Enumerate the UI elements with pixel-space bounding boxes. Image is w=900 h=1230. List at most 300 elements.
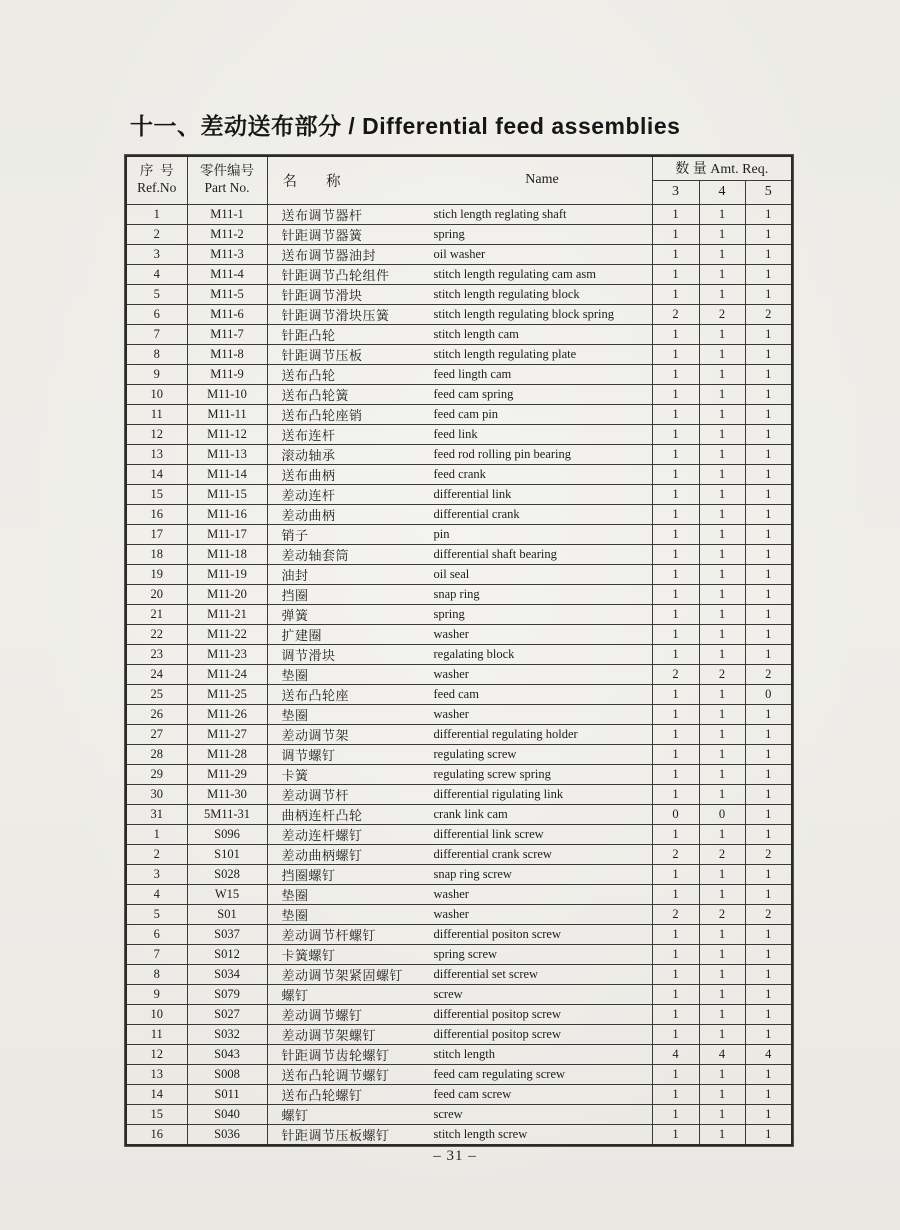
- part-no-cell: S037: [187, 924, 267, 944]
- part-name-en: differential rigulating link: [433, 786, 564, 801]
- qty-5-cell: 1: [745, 804, 792, 824]
- qty-4-cell: 0: [699, 804, 745, 824]
- name-cell: [267, 1084, 652, 1104]
- parts-table: [125, 155, 793, 1146]
- ref-no-cell: 31: [126, 804, 187, 824]
- ref-no-cell: 16: [126, 1124, 187, 1145]
- qty-4-cell: 1: [699, 204, 745, 224]
- qty-5-cell: 2: [745, 844, 792, 864]
- qty-3-cell: 1: [652, 564, 699, 584]
- qty-3-cell: 1: [652, 864, 699, 884]
- part-name-cn: 差动调节架紧固螺钉: [281, 967, 404, 983]
- name-cell: [267, 1044, 652, 1064]
- table-row: [126, 484, 792, 504]
- ref-no-cell: 21: [126, 604, 187, 624]
- name-cell: [267, 984, 652, 1004]
- part-name-en: washer: [433, 706, 469, 721]
- part-no-cell: S028: [187, 864, 267, 884]
- qty-5-cell: 1: [745, 564, 792, 584]
- part-no-cell: S011: [187, 1084, 267, 1104]
- part-name-cn: 销子: [281, 527, 309, 543]
- part-name-cn: 针距凸轮: [281, 327, 336, 343]
- qty-4-cell: 1: [699, 484, 745, 504]
- ref-no-cell: 4: [126, 884, 187, 904]
- qty-5-cell: 1: [745, 344, 792, 364]
- ref-no-cell: 13: [126, 444, 187, 464]
- qty-4-cell: 1: [699, 564, 745, 584]
- qty-5-cell: 1: [745, 604, 792, 624]
- name-cell: [267, 684, 652, 704]
- name-cell: [267, 324, 652, 344]
- page-number: – 31 –: [433, 1148, 477, 1164]
- table-row: [126, 1044, 792, 1064]
- table-row: [126, 964, 792, 984]
- qty-3-cell: 1: [652, 1084, 699, 1104]
- part-no-cell: M11-28: [187, 744, 267, 764]
- part-name-en: pin: [433, 526, 450, 541]
- qty-5-cell: 2: [745, 304, 792, 324]
- part-name-cn: 卡簧: [281, 767, 309, 783]
- part-name-cn: 调节滑块: [281, 647, 336, 663]
- qty-3-cell: 1: [652, 444, 699, 464]
- ref-no-cell: 17: [126, 524, 187, 544]
- part-name-cn: 针距调节凸轮组件: [281, 267, 390, 283]
- part-name-cn: 送布凸轮调节螺钉: [281, 1067, 390, 1083]
- qty-5-cell: 1: [745, 824, 792, 844]
- qty-3-cell: 2: [652, 844, 699, 864]
- table-row: [126, 1124, 792, 1145]
- name-cell: [267, 904, 652, 924]
- qty-5-cell: 2: [745, 664, 792, 684]
- table-row: [126, 1104, 792, 1124]
- table-row: [126, 724, 792, 744]
- qty-3-cell: 1: [652, 684, 699, 704]
- qty-5-cell: 1: [745, 244, 792, 264]
- part-name-en: differential crank screw: [433, 846, 552, 861]
- name-cell: [267, 964, 652, 984]
- table-row: [126, 604, 792, 624]
- qty-3-cell: 1: [652, 244, 699, 264]
- name-cell: [267, 304, 652, 324]
- table-row: [126, 644, 792, 664]
- name-cell: [267, 724, 652, 744]
- table-row: [126, 944, 792, 964]
- ref-no-cell: 25: [126, 684, 187, 704]
- table-row: [126, 764, 792, 784]
- table-row: [126, 824, 792, 844]
- table-row: [126, 784, 792, 804]
- qty-3-cell: 1: [652, 264, 699, 284]
- ref-no-cell: 29: [126, 764, 187, 784]
- qty-5-cell: 1: [745, 1064, 792, 1084]
- qty-5-cell: 1: [745, 704, 792, 724]
- part-name-cn: 送布凸轮螺钉: [281, 1087, 363, 1103]
- name-cell: [267, 1064, 652, 1084]
- qty-4-cell: 1: [699, 504, 745, 524]
- part-name-en: snap ring: [433, 586, 480, 601]
- ref-no-cell: 1: [126, 204, 187, 224]
- part-no-cell: S043: [187, 1044, 267, 1064]
- part-name-en: differential shaft bearing: [433, 546, 557, 561]
- qty-4-cell: 1: [699, 1124, 745, 1145]
- part-no-cell: M11-7: [187, 324, 267, 344]
- name-cell: [267, 884, 652, 904]
- ref-no-header-cn: 序 号: [139, 163, 174, 179]
- qty-3-cell: 1: [652, 484, 699, 504]
- part-name-cn: 针距调节齿轮螺钉: [281, 1047, 390, 1063]
- part-name-cn: 送布凸轮座销: [281, 407, 363, 423]
- qty-3-cell: 1: [652, 644, 699, 664]
- name-cell: [267, 824, 652, 844]
- part-no-cell: S012: [187, 944, 267, 964]
- qty-4-cell: 1: [699, 964, 745, 984]
- part-no-header-en: Part No.: [204, 180, 250, 196]
- name-cell: [267, 464, 652, 484]
- ref-no-cell: 11: [126, 404, 187, 424]
- part-name-cn: 调节螺钉: [281, 747, 336, 763]
- name-cell: [267, 504, 652, 524]
- ref-no-cell: 6: [126, 304, 187, 324]
- table-row: [126, 584, 792, 604]
- part-no-cell: M11-27: [187, 724, 267, 744]
- part-no-cell: M11-3: [187, 244, 267, 264]
- part-no-cell: 5M11-31: [187, 804, 267, 824]
- part-no-cell: M11-13: [187, 444, 267, 464]
- qty-4-cell: 2: [699, 664, 745, 684]
- ref-no-cell: 10: [126, 384, 187, 404]
- table-row: [126, 424, 792, 444]
- qty-4-cell: 1: [699, 284, 745, 304]
- part-name-en: stitch length regulating block: [433, 286, 580, 301]
- qty-3-cell: 1: [652, 884, 699, 904]
- qty-4-cell: 1: [699, 784, 745, 804]
- part-no-cell: M11-10: [187, 384, 267, 404]
- part-no-cell: S032: [187, 1024, 267, 1044]
- qty-3-cell: 2: [652, 664, 699, 684]
- qty-5-cell: 1: [745, 1024, 792, 1044]
- part-name-cn: 螺钉: [281, 1107, 309, 1123]
- qty-3-cell: 1: [652, 1104, 699, 1124]
- ref-no-cell: 27: [126, 724, 187, 744]
- qty-5-cell: 1: [745, 444, 792, 464]
- part-name-cn: 挡圈: [281, 587, 309, 603]
- part-name-cn: 差动调节杆螺钉: [281, 927, 377, 943]
- parts-table-header: [126, 156, 792, 204]
- qty-3-cell: 1: [652, 744, 699, 764]
- ref-no-cell: 28: [126, 744, 187, 764]
- part-name-cn: 针距调节滑块: [281, 287, 363, 303]
- table-row: [126, 984, 792, 1004]
- qty-4-cell: 1: [699, 924, 745, 944]
- qty-4-cell: 1: [699, 604, 745, 624]
- part-name-cn: 螺钉: [281, 987, 309, 1003]
- table-row: [126, 624, 792, 644]
- qty-3-cell: 1: [652, 824, 699, 844]
- part-name-cn: 滚动轴承: [281, 447, 336, 463]
- qty-5-cell: 1: [745, 284, 792, 304]
- part-name-en: differential link screw: [433, 826, 544, 841]
- ref-no-cell: 1: [126, 824, 187, 844]
- part-name-en: oil washer: [433, 246, 486, 261]
- ref-no-cell: 8: [126, 344, 187, 364]
- part-name-cn: 针距调节压板: [281, 347, 363, 363]
- part-no-cell: M11-4: [187, 264, 267, 284]
- part-name-en: feed crank: [433, 466, 486, 481]
- qty-5-cell: 1: [745, 424, 792, 444]
- qty-3-cell: 2: [652, 904, 699, 924]
- qty-3-cell: 1: [652, 624, 699, 644]
- name-cell: [267, 204, 652, 224]
- part-name-en: feed link: [433, 426, 478, 441]
- part-no-cell: M11-11: [187, 404, 267, 424]
- qty-4-cell: 1: [699, 624, 745, 644]
- name-cell: [267, 244, 652, 264]
- qty-5-cell: 1: [745, 364, 792, 384]
- qty-4-cell: 2: [699, 304, 745, 324]
- part-no-cell: M11-17: [187, 524, 267, 544]
- qty-5-cell: 2: [745, 904, 792, 924]
- name-cell: [267, 224, 652, 244]
- table-row: [126, 664, 792, 684]
- qty-5-cell: 1: [745, 204, 792, 224]
- part-name-en: feed cam regulating screw: [433, 1066, 566, 1081]
- part-name-en: feed lingth cam: [433, 366, 512, 381]
- qty-5-cell: 1: [745, 584, 792, 604]
- part-no-cell: M11-6: [187, 304, 267, 324]
- qty-4-cell: 1: [699, 524, 745, 544]
- part-no-cell: M11-1: [187, 204, 267, 224]
- part-name-cn: 油封: [281, 567, 309, 583]
- part-no-cell: M11-25: [187, 684, 267, 704]
- part-name-cn: 送布凸轮簧: [281, 387, 350, 403]
- part-no-cell: M11-21: [187, 604, 267, 624]
- qty-3-cell: 1: [652, 924, 699, 944]
- table-row: [126, 524, 792, 544]
- part-name-cn: 送布调节器油封: [281, 247, 377, 263]
- qty-5-cell: 4: [745, 1044, 792, 1064]
- part-name-en: regulating screw: [433, 746, 517, 761]
- qty-5-cell: 1: [745, 1084, 792, 1104]
- part-name-en: screw: [433, 986, 463, 1001]
- name-cell: [267, 524, 652, 544]
- part-name-en: differential crank: [433, 506, 520, 521]
- part-no-cell: M11-24: [187, 664, 267, 684]
- qty-5-cell: 1: [745, 964, 792, 984]
- part-name-en: differential positop screw: [433, 1026, 562, 1041]
- ref-no-cell: 14: [126, 464, 187, 484]
- qty-4-cell: 1: [699, 644, 745, 664]
- ref-no-cell: 15: [126, 1104, 187, 1124]
- qty-4-cell: 1: [699, 864, 745, 884]
- part-name-en: stitch length regulating block spring: [433, 306, 615, 321]
- part-name-cn: 垫圈: [281, 907, 309, 923]
- table-row: [126, 304, 792, 324]
- part-name-en: washer: [433, 626, 469, 641]
- qty-5-cell: 1: [745, 264, 792, 284]
- name-cell: [267, 944, 652, 964]
- part-no-cell: M11-9: [187, 364, 267, 384]
- part-name-en: stitch length screw: [433, 1126, 528, 1141]
- part-name-cn: 差动调节架: [281, 727, 350, 743]
- qty-4-cell: 1: [699, 1064, 745, 1084]
- name-cell: [267, 704, 652, 724]
- table-row: [126, 504, 792, 524]
- name-header: [267, 156, 652, 204]
- qty-5-cell: 1: [745, 1104, 792, 1124]
- part-no-cell: S036: [187, 1124, 267, 1145]
- page-title: 十一、差动送布部分 / Differential feed assemblies: [130, 113, 681, 139]
- qty-5-cell: 1: [745, 784, 792, 804]
- qty-5-cell: 1: [745, 224, 792, 244]
- qty-5-cell: 1: [745, 924, 792, 944]
- part-no-cell: S034: [187, 964, 267, 984]
- part-name-cn: 垫圈: [281, 887, 309, 903]
- part-name-cn: 针距调节压板螺钉: [281, 1127, 390, 1143]
- qty-3-cell: 1: [652, 224, 699, 244]
- qty-5-cell: 1: [745, 324, 792, 344]
- part-name-en: spring: [433, 226, 465, 241]
- part-name-cn: 差动曲柄螺钉: [281, 847, 363, 863]
- part-name-cn: 送布凸轮: [281, 367, 336, 383]
- part-no-cell: M11-23: [187, 644, 267, 664]
- name-cell: [267, 644, 652, 664]
- name-cell: [267, 604, 652, 624]
- part-name-en: differential link: [433, 486, 512, 501]
- table-row: [126, 284, 792, 304]
- qty-4-cell: 1: [699, 444, 745, 464]
- part-name-en: regulating screw spring: [433, 766, 551, 781]
- qty-4-cell: 1: [699, 404, 745, 424]
- name-cell: [267, 784, 652, 804]
- part-name-cn: 垫圈: [281, 667, 309, 683]
- qty-4-cell: 1: [699, 424, 745, 444]
- qty-4-cell: 1: [699, 344, 745, 364]
- name-cell: [267, 404, 652, 424]
- qty-4-cell: 1: [699, 244, 745, 264]
- ref-no-cell: 23: [126, 644, 187, 664]
- part-no-cell: M11-20: [187, 584, 267, 604]
- qty-3-cell: 1: [652, 364, 699, 384]
- qty-4-cell: 1: [699, 1084, 745, 1104]
- ref-no-cell: 20: [126, 584, 187, 604]
- qty-3-cell: 0: [652, 804, 699, 824]
- part-name-en: washer: [433, 906, 469, 921]
- part-no-header: [187, 156, 267, 204]
- qty-4-cell: 1: [699, 684, 745, 704]
- ref-no-cell: 14: [126, 1084, 187, 1104]
- ref-no-cell: 6: [126, 924, 187, 944]
- name-cell: [267, 444, 652, 464]
- qty-5-cell: 1: [745, 384, 792, 404]
- part-name-cn: 送布连杆: [281, 427, 336, 443]
- table-row: [126, 264, 792, 284]
- part-no-cell: M11-19: [187, 564, 267, 584]
- part-no-cell: M11-5: [187, 284, 267, 304]
- qty-5-cell: 1: [745, 724, 792, 744]
- name-cell: [267, 744, 652, 764]
- qty-3-cell: 4: [652, 1044, 699, 1064]
- part-name-en: spring screw: [433, 946, 498, 961]
- part-name-en: snap ring screw: [433, 866, 512, 881]
- qty-4-cell: 1: [699, 464, 745, 484]
- qty-col-3-header: 3: [652, 180, 699, 204]
- qty-5-cell: 1: [745, 744, 792, 764]
- part-no-cell: S096: [187, 824, 267, 844]
- qty-3-cell: 1: [652, 764, 699, 784]
- name-cell: [267, 1104, 652, 1124]
- table-row: [126, 344, 792, 364]
- qty-3-cell: 1: [652, 704, 699, 724]
- ref-no-cell: 9: [126, 984, 187, 1004]
- part-no-cell: S079: [187, 984, 267, 1004]
- qty-5-cell: 1: [745, 864, 792, 884]
- part-no-cell: M11-18: [187, 544, 267, 564]
- qty-3-cell: 1: [652, 544, 699, 564]
- name-cell: [267, 804, 652, 824]
- qty-col-5-header: 5: [745, 180, 792, 204]
- qty-3-cell: 1: [652, 1124, 699, 1145]
- part-name-cn: 针距调节滑块压簧: [281, 307, 390, 323]
- table-row: [126, 1064, 792, 1084]
- ref-no-cell: 18: [126, 544, 187, 564]
- table-row: [126, 464, 792, 484]
- ref-no-cell: 15: [126, 484, 187, 504]
- qty-5-cell: 1: [745, 504, 792, 524]
- part-no-cell: M11-22: [187, 624, 267, 644]
- name-cell: [267, 664, 652, 684]
- qty-5-cell: 1: [745, 404, 792, 424]
- part-name-en: feed cam pin: [433, 406, 499, 421]
- qty-5-cell: 1: [745, 544, 792, 564]
- qty-3-cell: 1: [652, 404, 699, 424]
- ref-no-cell: 3: [126, 244, 187, 264]
- qty-3-cell: 1: [652, 504, 699, 524]
- ref-no-cell: 10: [126, 1004, 187, 1024]
- qty-3-cell: 1: [652, 944, 699, 964]
- part-name-cn: 差动调节螺钉: [281, 1007, 363, 1023]
- part-no-cell: W15: [187, 884, 267, 904]
- table-row: [126, 544, 792, 564]
- table-row: [126, 384, 792, 404]
- part-name-en: differential positon screw: [433, 926, 562, 941]
- qty-4-cell: 1: [699, 1104, 745, 1124]
- ref-no-cell: 19: [126, 564, 187, 584]
- qty-5-cell: 1: [745, 464, 792, 484]
- ref-no-cell: 12: [126, 424, 187, 444]
- part-name-en: regalating block: [433, 646, 515, 661]
- name-cell: [267, 1024, 652, 1044]
- qty-4-cell: 1: [699, 544, 745, 564]
- part-no-cell: M11-30: [187, 784, 267, 804]
- part-no-cell: S01: [187, 904, 267, 924]
- qty-5-cell: 1: [745, 524, 792, 544]
- part-name-en: feed cam: [433, 686, 479, 701]
- table-row: [126, 744, 792, 764]
- qty-3-cell: 1: [652, 964, 699, 984]
- qty-4-cell: 4: [699, 1044, 745, 1064]
- part-no-header-cn: 零件编号: [200, 163, 254, 179]
- part-name-cn: 针距调节器簧: [281, 227, 363, 243]
- qty-3-cell: 1: [652, 1004, 699, 1024]
- name-cell: [267, 544, 652, 564]
- qty-4-cell: 1: [699, 884, 745, 904]
- part-name-en: crank link cam: [433, 806, 508, 821]
- part-name-en: stitch length cam: [433, 326, 519, 341]
- qty-4-cell: 1: [699, 384, 745, 404]
- qty-3-cell: 1: [652, 984, 699, 1004]
- part-name-cn: 送布曲柄: [281, 467, 336, 483]
- ref-no-cell: 5: [126, 904, 187, 924]
